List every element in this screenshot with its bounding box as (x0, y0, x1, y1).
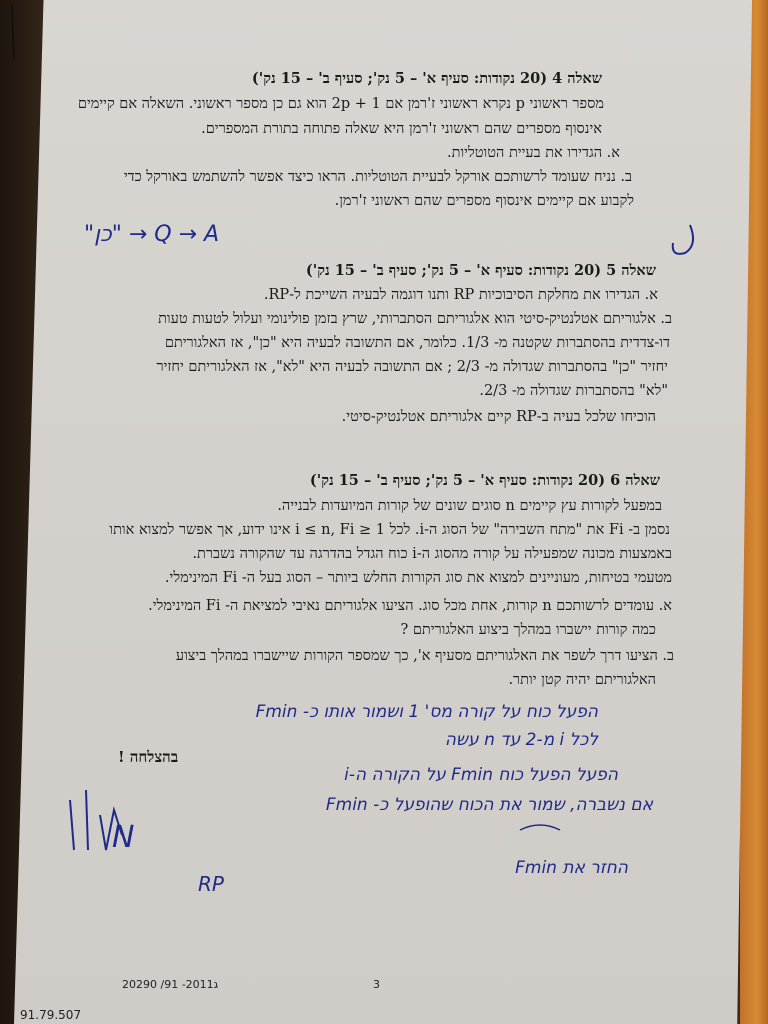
exam-code: 20290 /91 -2011ג (122, 978, 219, 991)
handwritten-answer-line2: לכל i מ-2 עד n עשה (444, 730, 598, 750)
q6-part-a-line1: א. עומדים לרשותכם n קורות, אחת מכל סוג. הציעו אלגוריתם נאיבי למציאת ה- Fi המינימלי. (148, 598, 672, 614)
handwritten-rp-note: RP (198, 872, 224, 896)
q5-part-b-line4: "לא" בהסתברות שגדולה מ- 2/3. (479, 383, 668, 399)
page-number: 3 (373, 978, 380, 991)
q6-part-a-line2: כמה קורות יישברו במהלך ביצוע האלגוריתם ? (400, 622, 656, 638)
q4-intro-line1: מספר ראשוני p נקרא ראשוני ז'רמן אם 2p + 1 הוא גם כן מספר ראשוני. השאלה אם קיימים (77, 96, 604, 112)
q4-number: שאלה 4 (552, 70, 602, 87)
q6-line2: נסמן ב- Fi את "מתח השבירה" של הסוג ה-i. לכל 1 ≤ i ≤ n, Fi אינו ידוע, אך אפשר למצוא אותו (109, 522, 670, 538)
q6-heading (310, 472, 660, 490)
corner-note: 91.79.507 (20, 1008, 82, 1022)
q6-number: שאלה 6 (610, 472, 660, 489)
handwritten-arrow-note: Q → A → "כן" (84, 222, 220, 247)
q5-points: (20 נקודות: סעיף א' – 5 נק'; סעיף ב' – 15 נק') (305, 262, 602, 279)
good-luck-text: בהצלחה ! (118, 748, 179, 766)
q6-part-b-line2: האלגוריתם יהיה קטן יותר. (508, 672, 656, 688)
q4-part-a: א. הגדירו את בעיית הטוטליות. (447, 145, 620, 161)
q6-line1: במפעל לקורות עץ קיימים n סוגים שונים של קורות המיועדות לבנייה. (277, 498, 662, 514)
q5-part-b-line5: הוכיחו שלכל בעיה ב-RP קיים אלגוריתם אטלנטיק-סיטי. (341, 409, 656, 425)
q6-points: (20 נקודות: סעיף א' – 5 נק'; סעיף ב' – 15 נק') (309, 472, 606, 489)
q4-part-b-line2: לקבוע אם קיימים אינסוף מספרים שהם ראשוני ז'רמן. (334, 193, 634, 209)
q5-part-b-line2: דו-צדדית בהסתברות שקטנה מ- 1/3. כלומר, אם התשובה לבעיה היא "כן", אז האלגוריתם (164, 335, 670, 351)
handwritten-side-mark: N (112, 820, 135, 855)
q4-heading (252, 70, 602, 88)
handwritten-answer-line3: הפעל הפעל כוח Fmin על הקורה ה-i (344, 765, 618, 785)
handwritten-answer-line4: אם נשברה, שמור את הכוח שהופעל כ- Fmin (325, 795, 653, 815)
handwritten-answer-line1: הפעל כוח על קורה מס' 1 ושמור אותו כ- Fmin (255, 702, 598, 722)
q6-part-b-line1: ב. הציעו דרך לשפר את האלגוריתם מסעיף א', כך שמספר הקורות שיישברו במהלך ביצוע (175, 648, 674, 664)
q5-part-b-line1: ב. אלגוריתם אטלנטיק-סיטי הוא אלגוריתם הסתברותי, שרץ בזמן פולינומי ועלול לטעות טעות (158, 311, 672, 327)
q5-part-a: א. הגדירו את מחלקת הסיבוכיות RP ותנו דוגמה לבעיה השייכת ל-RP. (263, 287, 658, 303)
q5-heading (306, 262, 656, 280)
q5-number: שאלה 5 (606, 262, 656, 279)
q4-points: (20 נקודות: סעיף א' – 5 נק'; סעיף ב' – 15 נק') (251, 70, 548, 87)
q4-intro-line2: אינסוף מספרים שהם ראשוני ז'רמן היא שאלה פתוחה בתורת המספרים. (201, 121, 602, 137)
q6-line3: באמצעות מכונה שמפעילה על קורה מהסוג ה-i כוח הגדל בהדרגה עד שהקורה נשברת. (192, 546, 672, 562)
q5-part-b-line3: יחזיר "כן" בהסתברות שגדולה מ- 2/3 ; אם התשובה לבעיה היא "לא", אז האלגוריתם יחזיר (156, 359, 668, 375)
q6-line4: מטעמי בטיחות, מעוניינים למצוא את סוג הקורות החלש ביותר – הסוג בעל ה- Fi המינימלי. (164, 570, 672, 586)
handwritten-answer-line5: החזר את Fmin (515, 858, 628, 878)
q4-part-b-line1: ב. נניח שעומד לרשותכם אורקל לבעיית הטוטליות. הראו כיצד אפשר להשתמש באורקל כדי (123, 169, 632, 185)
